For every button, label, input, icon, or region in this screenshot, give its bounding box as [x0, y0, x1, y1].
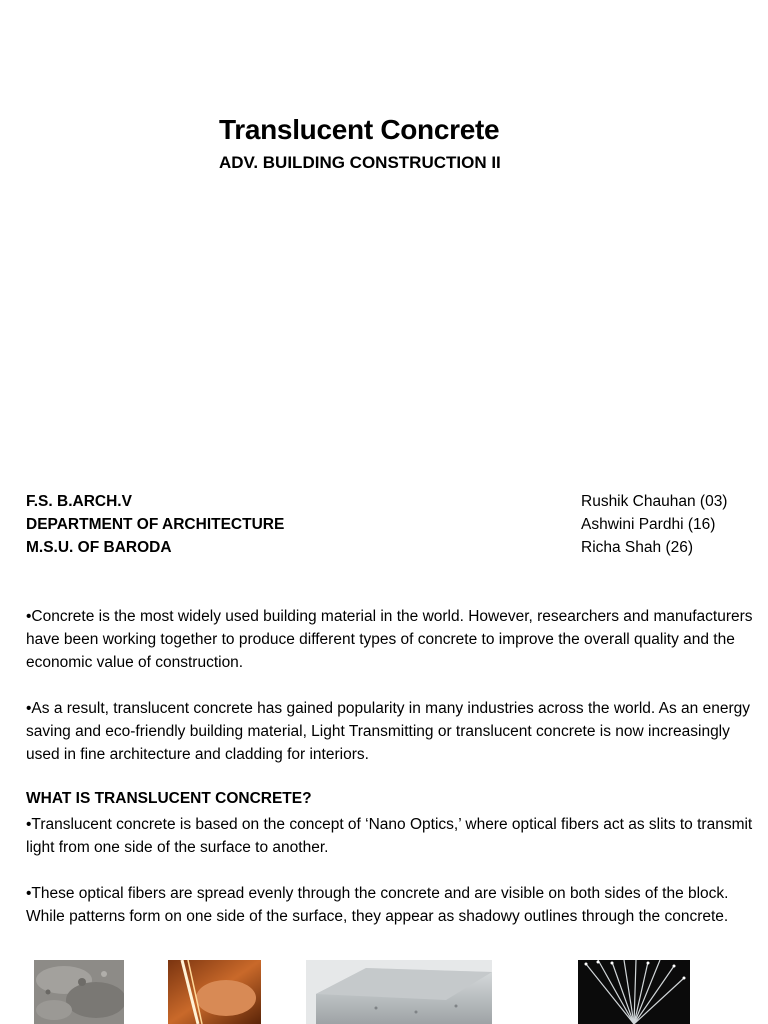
popularity-paragraph: •As a result, translucent concrete has gained popularity in many industries across the world. As an energy saving and eco-friendly building material, Light Transmitting or translucent concrete is now increasingly used in fine architecture and cladding for interiors.	[26, 700, 750, 763]
author-name: Rushik Chauhan (03)	[581, 493, 728, 510]
concrete-block-photo	[306, 960, 492, 1024]
optical-fiber-bundle-photo	[578, 960, 690, 1024]
institution-line-department: DEPARTMENT OF ARCHITECTURE	[26, 516, 285, 533]
glowing-fiber-hand-photo	[168, 960, 261, 1024]
optical-fibers-paragraph: •These optical fibers are spread evenly through the concrete and are visible on both sides of the block. While patterns form on one side of the surface, they appear as shadowy outlines through the concrete.	[26, 885, 729, 925]
institution-line-class: F.S. B.ARCH.V	[26, 493, 132, 510]
section-heading: WHAT IS TRANSLUCENT CONCRETE?	[26, 790, 312, 807]
page-subtitle: ADV. BUILDING CONSTRUCTION II	[219, 153, 501, 172]
intro-paragraph: •Concrete is the most widely used building material in the world. However, researchers and manufacturers have been working together to produce different types of concrete to improve the overall quality and the economic value of construction.	[26, 608, 753, 671]
page-title: Translucent Concrete	[219, 114, 500, 145]
cement-powder-photo	[34, 960, 124, 1024]
author-name: Ashwini Pardhi (16)	[581, 516, 716, 533]
institution-line-university: M.S.U. OF BARODA	[26, 539, 172, 556]
author-name: Richa Shah (26)	[581, 539, 694, 556]
nano-optics-paragraph: •Translucent concrete is based on the concept of ‘Nano Optics,’ where optical fibers act as slits to transmit light from one side of the surface to another.	[26, 816, 753, 856]
